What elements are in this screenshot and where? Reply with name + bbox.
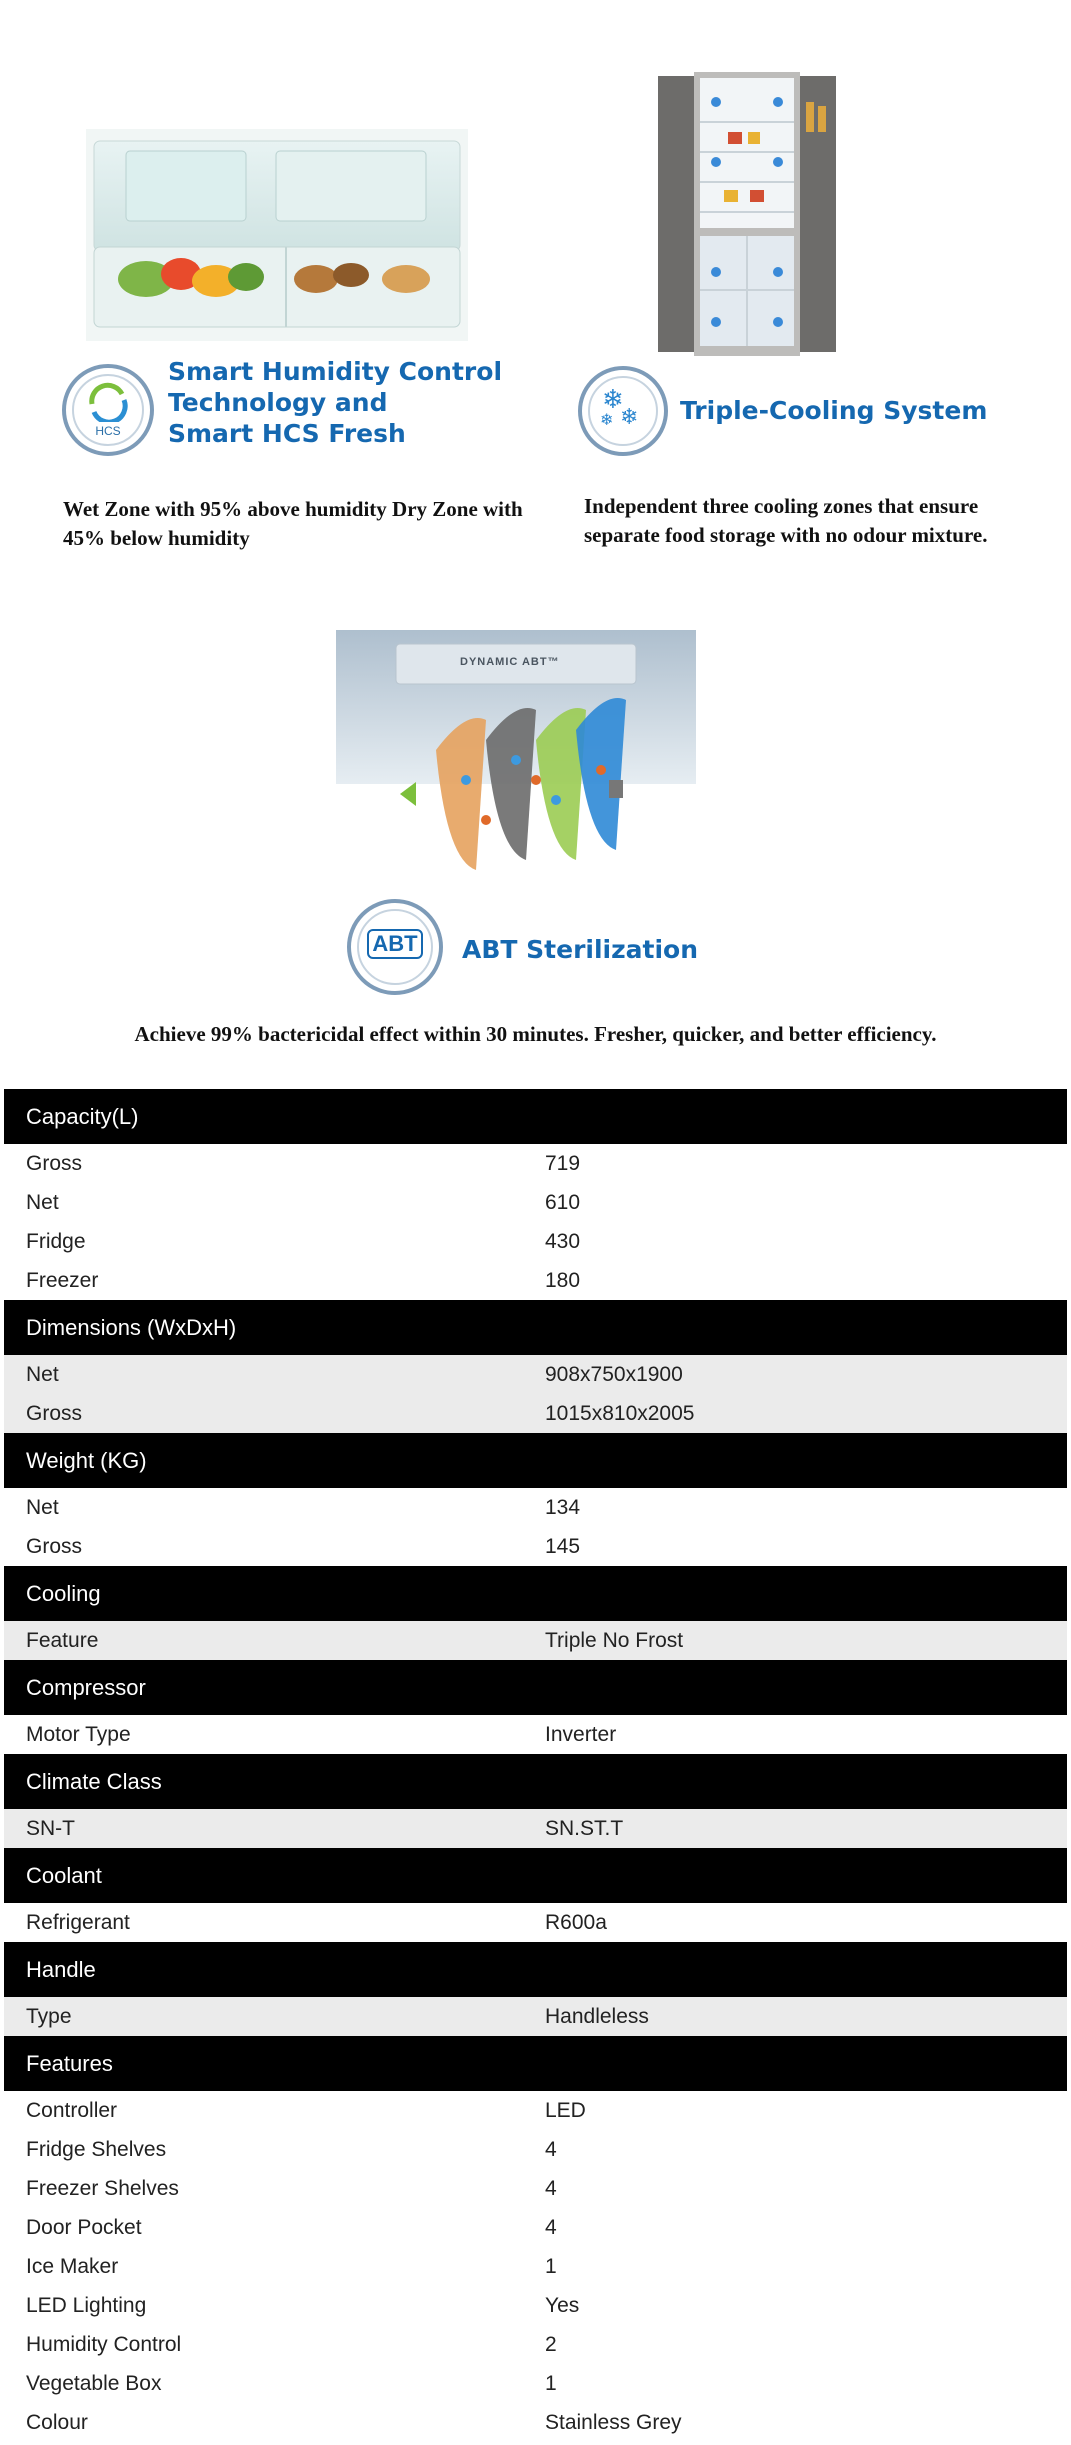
spec-section-header — [4, 1942, 1067, 1997]
spec-section-header — [4, 1300, 1067, 1355]
hcs-badge-icon — [62, 364, 154, 456]
spec-section-title: Cooling — [4, 1566, 1067, 1621]
spec-label: Humidity Control — [26, 2332, 182, 2356]
spec-label: Freezer — [26, 1268, 99, 1292]
spec-section-title: Handle — [4, 1942, 1067, 1997]
spec-section-header — [4, 1566, 1067, 1621]
spec-section-header — [4, 1848, 1067, 1903]
cooling-description: Independent three cooling zones that ensure separate food storage with no odour mixture. — [584, 494, 988, 547]
abt-image-label: DYNAMIC ABT™ — [460, 656, 560, 668]
humidity-title: Smart Humidity Control Technology and Smart HCS Fresh — [168, 357, 503, 448]
spec-value: LED — [545, 2098, 586, 2122]
spec-row — [4, 1355, 1067, 1394]
spec-section-header — [4, 1660, 1067, 1715]
spec-label: Net — [4, 1355, 545, 1394]
spec-row — [4, 2247, 1067, 2286]
spec-value: 4 — [545, 2176, 557, 2200]
spec-row — [4, 2364, 1067, 2403]
specs-table — [4, 1089, 1067, 2442]
spec-row — [4, 2286, 1067, 2325]
spec-section-title: Features — [4, 2036, 1067, 2091]
snowflake-badge-icon: ❄ ❄ ❄ — [578, 366, 668, 456]
spec-section-header — [4, 2036, 1067, 2091]
spec-row — [4, 2403, 1067, 2442]
spec-section-title: Weight (KG) — [4, 1433, 1067, 1488]
spec-label: Gross — [4, 1394, 545, 1433]
spec-value: SN.ST.T — [545, 1809, 1067, 1848]
spec-value: Triple No Frost — [545, 1621, 1067, 1660]
hcs-badge-label: HCS — [95, 424, 121, 438]
spec-label: Gross — [26, 1534, 83, 1558]
spec-row — [4, 2091, 1067, 2130]
spec-section-title: Climate Class — [4, 1754, 1067, 1809]
spec-section-title: Compressor — [4, 1660, 1067, 1715]
spec-value: R600a — [545, 1910, 607, 1934]
cooling-title: Triple-Cooling System — [680, 396, 988, 425]
spec-section-title: Dimensions (WxDxH) — [4, 1300, 1067, 1355]
spec-label: Door Pocket — [26, 2215, 142, 2239]
spec-section-title: Capacity(L) — [4, 1089, 1067, 1144]
spec-label: Refrigerant — [26, 1910, 130, 1934]
spec-value: 908x750x1900 — [545, 1355, 1067, 1394]
spec-row — [4, 1903, 1067, 1942]
spec-row — [4, 2169, 1067, 2208]
spec-value: 1 — [545, 2254, 557, 2278]
spec-row — [4, 2208, 1067, 2247]
humidity-feature — [0, 0, 530, 600]
spec-row — [4, 1809, 1067, 1848]
spec-value: 4 — [545, 2215, 557, 2239]
open-fridge-image — [658, 72, 836, 356]
sterilization-title: ABT Sterilization — [462, 935, 699, 964]
spec-label: Fridge — [26, 1229, 86, 1253]
spec-value: 1 — [545, 2371, 557, 2395]
spec-value: Stainless Grey — [545, 2410, 682, 2434]
spec-value: 610 — [545, 1190, 581, 1214]
spec-value: 4 — [545, 2137, 557, 2161]
spec-label: Motor Type — [26, 1722, 131, 1746]
spec-label: Fridge Shelves — [26, 2137, 167, 2161]
spec-label: Net — [26, 1190, 59, 1214]
spec-row — [4, 1222, 1067, 1261]
spec-label: Colour — [26, 2410, 88, 2434]
spec-label: Type — [4, 1997, 545, 2036]
spec-row — [4, 1394, 1067, 1433]
spec-label: Controller — [26, 2098, 118, 2122]
spec-value: 134 — [545, 1495, 581, 1519]
spec-label: Freezer Shelves — [26, 2176, 179, 2200]
spec-section-header — [4, 1754, 1067, 1809]
spec-section-header — [4, 1433, 1067, 1488]
abt-badge-label: ABT — [367, 929, 423, 959]
spec-label: Net — [26, 1495, 59, 1519]
spec-row — [4, 1183, 1067, 1222]
spec-label: Feature — [4, 1621, 545, 1660]
spec-label: LED Lighting — [26, 2293, 147, 2317]
spec-value: 2 — [545, 2332, 557, 2356]
spec-label: Vegetable Box — [26, 2371, 162, 2395]
spec-value: 719 — [545, 1151, 581, 1175]
spec-label: Ice Maker — [26, 2254, 119, 2278]
abt-badge-icon — [347, 899, 443, 995]
fridge-drawers-image — [86, 129, 468, 341]
spec-value: 430 — [545, 1229, 581, 1253]
spec-row — [4, 2325, 1067, 2364]
spec-row — [4, 2130, 1067, 2169]
spec-value: Yes — [545, 2293, 580, 2317]
spec-section-header — [4, 1089, 1067, 1144]
spec-label: Gross — [26, 1151, 83, 1175]
spec-row — [4, 1144, 1067, 1183]
sterilization-feature — [0, 600, 1071, 1070]
spec-value: 1015x810x2005 — [545, 1394, 1067, 1433]
spec-row — [4, 1488, 1067, 1527]
cooling-feature — [540, 0, 1071, 600]
spec-value: 145 — [545, 1534, 581, 1558]
spec-row — [4, 1527, 1067, 1566]
spec-label: SN-T — [4, 1809, 545, 1848]
sterilization-description: Achieve 99% bactericidal effect within 30 minutes. Fresher, quicker, and better efficiency. — [134, 1022, 937, 1046]
humidity-description: Wet Zone with 95% above humidity Dry Zone with 45% below humidity — [63, 497, 523, 550]
spec-value: Handleless — [545, 1997, 1067, 2036]
spec-section-title: Coolant — [4, 1848, 1067, 1903]
spec-row — [4, 1621, 1067, 1660]
spec-row — [4, 1997, 1067, 2036]
spec-value: 180 — [545, 1268, 581, 1292]
spec-value: Inverter — [545, 1722, 617, 1746]
spec-row — [4, 1261, 1067, 1300]
spec-row — [4, 1715, 1067, 1754]
